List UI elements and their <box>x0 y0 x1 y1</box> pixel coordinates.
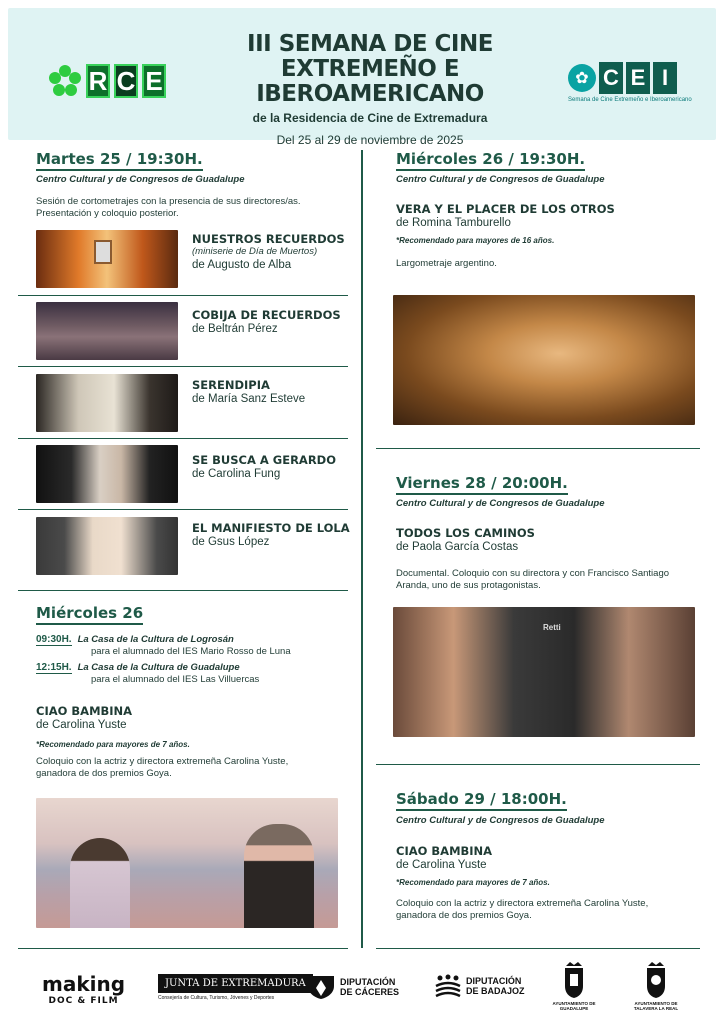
session-2 <box>36 662 259 686</box>
thumb-serendipia <box>36 374 178 432</box>
header-banner <box>8 8 716 147</box>
short-4 <box>192 453 352 481</box>
caceres-line-2: DE CÁCERES <box>340 987 400 997</box>
session-2-audience: para el alumnado del IES Las Villuercas <box>91 674 260 685</box>
cei-letter-c: C <box>599 62 623 94</box>
event-subtitle: de la Residencia de Cine de Extremadura <box>252 111 488 125</box>
vera-film-note: *Recomendado para mayores de 16 años. <box>396 236 555 245</box>
divider <box>18 590 348 591</box>
short-3 <box>192 378 352 406</box>
short-1-title: NUESTROS RECUERDOS <box>192 232 345 246</box>
session-1-audience: para el alumnado del IES Mario Rosso de Luna <box>91 646 291 657</box>
sponsor-footer <box>0 960 724 1024</box>
wed-film-title: CIAO BAMBINA <box>36 704 133 718</box>
wed-film-director: de Carolina Yuste <box>36 719 127 731</box>
rce-logo <box>48 64 166 98</box>
ayuntamiento-guadalupe-logo <box>546 960 602 1011</box>
ciao-bambina-still <box>36 798 338 928</box>
wed-film-description: Coloquio con la actriz y directora extremeña Carolina Yuste, ganadora de dos premios Goya. <box>36 756 289 779</box>
todos-film-title: TODOS LOS CAMINOS <box>396 526 535 540</box>
junta-wordmark: JUNTA DE EXTREMADURA <box>158 974 313 993</box>
ayuntamiento-talavera-logo <box>628 960 684 1011</box>
short-1 <box>192 232 352 272</box>
title-line-2: EXTREMEÑO E <box>280 56 460 82</box>
todos-film-description: Documental. Coloquio con su directora y con Francisco Santiago Aranda, uno de sus protagonistas. <box>396 568 670 591</box>
column-divider <box>361 150 363 948</box>
sat-film-director: de Carolina Yuste <box>396 859 487 871</box>
film-reel-icon: ✿ <box>568 64 596 92</box>
wednesday-heading: Miércoles 26 <box>36 604 143 625</box>
vera-film-description: Largometraje argentino. <box>396 258 497 269</box>
sat-film-note: *Recomendado para mayores de 7 años. <box>396 878 550 887</box>
session-1 <box>36 634 291 658</box>
vera-film-director: de Romina Tamburello <box>396 217 511 229</box>
short-1-director: de Augusto de Alba <box>192 259 292 271</box>
short-5 <box>192 521 352 549</box>
divider <box>18 295 348 296</box>
saturday-heading: Sábado 29 / 18:00H. <box>396 790 567 811</box>
short-2-title: COBIJA DE RECUERDOS <box>192 308 341 322</box>
making-subtitle: DOC & FILM <box>48 996 119 1006</box>
thumb-nuestros-recuerdos <box>36 230 178 288</box>
caceres-line-1: DIPUTACIÓN <box>340 977 396 987</box>
cei-letter-e: E <box>626 62 650 94</box>
badajoz-arcs-icon <box>434 974 462 998</box>
divider <box>376 764 700 765</box>
divider <box>18 509 348 510</box>
session-1-place: La Casa de la Cultura de Logrosán <box>77 634 234 645</box>
badajoz-line-2: DE BADAJOZ <box>466 986 525 996</box>
session-2-place: La Casa de la Cultura de Guadalupe <box>77 662 240 673</box>
friday-heading: Viernes 28 / 20:00H. <box>396 474 568 495</box>
todos-still <box>393 607 695 737</box>
thumb-cobija-de-recuerdos <box>36 302 178 360</box>
short-3-director: de María Sanz Esteve <box>192 393 306 405</box>
talavera-line-1: AYUNTAMIENTO DE <box>634 1001 678 1006</box>
making-wordmark: making <box>42 972 126 996</box>
tuesday-description: Sesión de cortometrajes con la presencia de sus directores/as. Presentación y coloquio posterior. <box>36 196 301 219</box>
vera-still <box>393 295 695 425</box>
divider <box>18 438 348 439</box>
short-4-director: de Carolina Fung <box>192 468 281 480</box>
guadalupe-crest-icon <box>562 960 586 1000</box>
cei-logo <box>568 62 692 103</box>
short-3-title: SERENDIPIA <box>192 378 270 392</box>
wed-film-note: *Recomendado para mayores de 7 años. <box>36 740 190 749</box>
junta-caption: Consejería de Cultura, Turismo, Jóvenes y Deportes <box>158 995 275 1001</box>
cei-caption: Semana de Cine Extremeño e Iberoamericano <box>568 97 692 103</box>
divider <box>18 948 348 949</box>
cei-letter-i: I <box>653 62 677 94</box>
divider <box>376 948 700 949</box>
short-5-title: EL MANIFIESTO DE LOLA <box>192 521 350 535</box>
guadalupe-line-2: GUADALUPE <box>559 1006 589 1011</box>
tuesday-venue: Centro Cultural y de Congresos de Guadalupe <box>36 174 245 185</box>
short-5-director: de Gsus López <box>192 536 270 548</box>
thumb-se-busca-a-gerardo <box>36 445 178 503</box>
short-2 <box>192 308 352 336</box>
session-1-time: 09:30H. <box>36 634 72 645</box>
saturday-venue: Centro Cultural y de Congresos de Guadalupe <box>396 815 605 826</box>
friday-venue: Centro Cultural y de Congresos de Guadalupe <box>396 498 605 509</box>
guadalupe-line-1: AYUNTAMIENTO DE <box>552 1001 596 1006</box>
right-wednesday-heading: Miércoles 26 / 19:30H. <box>396 150 585 171</box>
shirt-text: Retti <box>543 623 561 632</box>
junta-logo <box>158 974 313 1001</box>
diputacion-badajoz-logo <box>434 974 525 998</box>
rce-letter-r: R <box>86 64 110 98</box>
title-line-3: IBEROAMERICANO <box>256 81 484 107</box>
short-2-director: de Beltrán Pérez <box>192 323 278 335</box>
thumb-el-manifiesto-de-lola <box>36 517 178 575</box>
todos-film-director: de Paola García Costas <box>396 541 519 553</box>
flower-icon <box>48 64 82 98</box>
right-wednesday-venue: Centro Cultural y de Congresos de Guadalupe <box>396 174 605 185</box>
badajoz-line-1: DIPUTACIÓN <box>466 976 522 986</box>
event-dates: Del 25 al 29 de noviembre de 2025 <box>276 133 464 147</box>
event-title <box>188 32 552 147</box>
title-line-1: III SEMANA DE CINE <box>247 31 493 57</box>
short-1-subtitle: (miniserie de Día de Muertos) <box>192 246 318 257</box>
divider <box>376 448 700 449</box>
rce-letter-e: E <box>142 64 166 98</box>
talavera-line-2: TALAVERA LA REAL <box>633 1006 679 1011</box>
rce-letter-c: C <box>114 64 138 98</box>
tuesday-heading: Martes 25 / 19:30H. <box>36 150 203 171</box>
sat-film-title: CIAO BAMBINA <box>396 844 493 858</box>
divider <box>18 366 348 367</box>
sat-film-description: Coloquio con la actriz y directora extremeña Carolina Yuste, ganadora de dos premios Goya. <box>396 898 649 921</box>
talavera-crest-icon <box>644 960 668 1000</box>
session-2-time: 12:15H. <box>36 662 72 673</box>
vera-film-title: VERA Y EL PLACER DE LOS OTROS <box>396 202 615 216</box>
caceres-shield-icon <box>306 974 336 1000</box>
short-4-title: SE BUSCA A GERARDO <box>192 453 337 467</box>
making-logo <box>42 972 125 1006</box>
diputacion-caceres-logo <box>306 974 399 1000</box>
